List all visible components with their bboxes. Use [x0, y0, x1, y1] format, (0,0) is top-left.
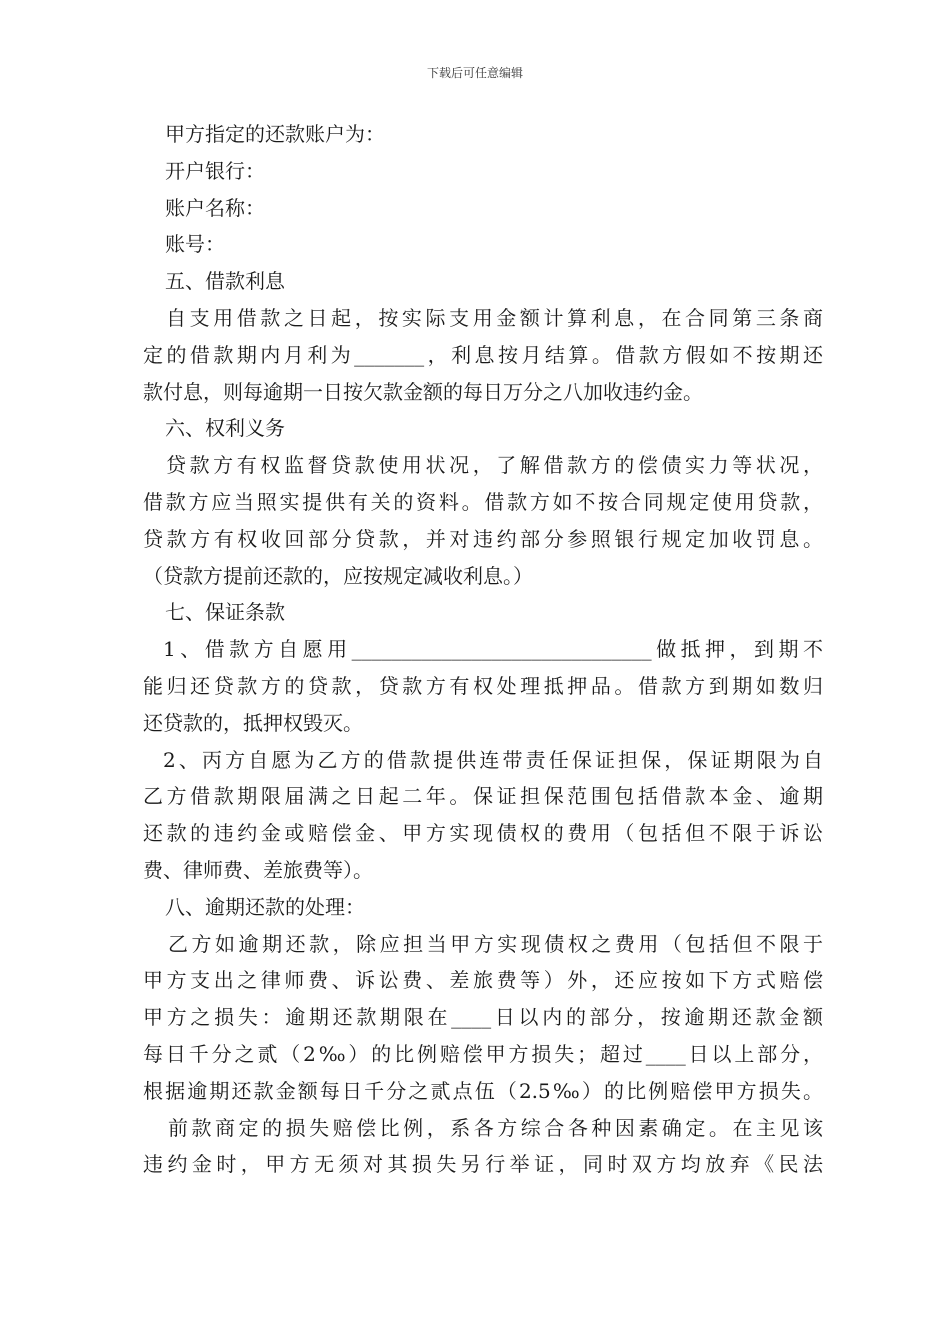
paragraph-line: 2、丙方自愿为乙方的借款提供连带责任保证担保，保证期限为自: [163, 747, 823, 772]
section-heading-guarantee: 七、保证条款: [165, 600, 285, 625]
document-body: [143, 116, 823, 1183]
section-heading-rights: 六、权利义务: [165, 416, 285, 441]
paragraph-line: （贷款方提前还款的，应按规定减收利息。）: [143, 563, 533, 588]
section-heading-overdue: 八、逾期还款的处理：: [165, 894, 365, 919]
paragraph-line: 贷款方有权收回部分贷款，并对违约部分参照银行规定加收罚息。: [143, 526, 823, 551]
paragraph-line: 还贷款的，抵押权毁灭。: [143, 710, 363, 735]
bank-field-label: 开户银行：: [165, 158, 265, 183]
paragraph-line: 借款方应当照实提供有关的资料。借款方如不按合同规定使用贷款，: [143, 489, 823, 514]
paragraph-line: 款付息，则每逾期一日按欠款金额的每日万分之八加收违约金。: [143, 379, 703, 404]
paragraph-line: 甲方支出之律师费、诉讼费、差旅费等）外，还应按如下方式赔偿: [143, 968, 823, 993]
paragraph-line: 定的借款期内月利为_______，利息按月结算。借款方假如不按期还: [143, 342, 823, 367]
paragraph-line: 还款的违约金或赔偿金、甲方实现债权的费用（包括但不限于诉讼: [143, 821, 823, 846]
paragraph-line: 甲方之损失：逾期还款期限在____日以内的部分，按逾期还款金额: [143, 1005, 823, 1030]
paragraph-line: 乙方借款期限届满之日起二年。保证担保范围包括借款本金、逾期: [143, 784, 823, 809]
paragraph-line: 违约金时，甲方无须对其损失另行举证，同时双方均放弃《民法: [143, 1152, 823, 1177]
page-header: 下载后可任意编辑: [426, 66, 523, 80]
paragraph-line: 1、借款方自愿用______________________________做抵押，到期不: [163, 637, 823, 662]
paragraph-line: 贷款方有权监督贷款使用状况，了解借款方的偿债实力等状况，: [166, 453, 823, 478]
account-number-label: 账号：: [165, 232, 225, 257]
repayment-account-heading: 甲方指定的还款账户为：: [165, 122, 385, 146]
section-heading-interest: 五、借款利息: [165, 269, 285, 294]
paragraph-line: 前款商定的损失赔偿比例，系各方综合各种因素确定。在主见该: [168, 1115, 823, 1140]
paragraph-line: 能归还贷款方的贷款，贷款方有权处理抵押品。借款方到期如数归: [143, 673, 823, 698]
paragraph-line: 每日千分之贰（2‰）的比例赔偿甲方损失；超过____日以上部分，: [143, 1041, 823, 1066]
account-name-label: 账户名称：: [165, 195, 265, 220]
paragraph-line: 根据逾期还款金额每日千分之贰点伍（2.5‰）的比例赔偿甲方损失。: [143, 1078, 823, 1103]
paragraph-line: 乙方如逾期还款，除应担当甲方实现债权之费用（包括但不限于: [168, 931, 823, 956]
paragraph-line: 费、律师费、差旅费等）。: [143, 857, 373, 882]
paragraph-line: 自支用借款之日起，按实际支用金额计算利息，在合同第三条商: [166, 305, 823, 330]
